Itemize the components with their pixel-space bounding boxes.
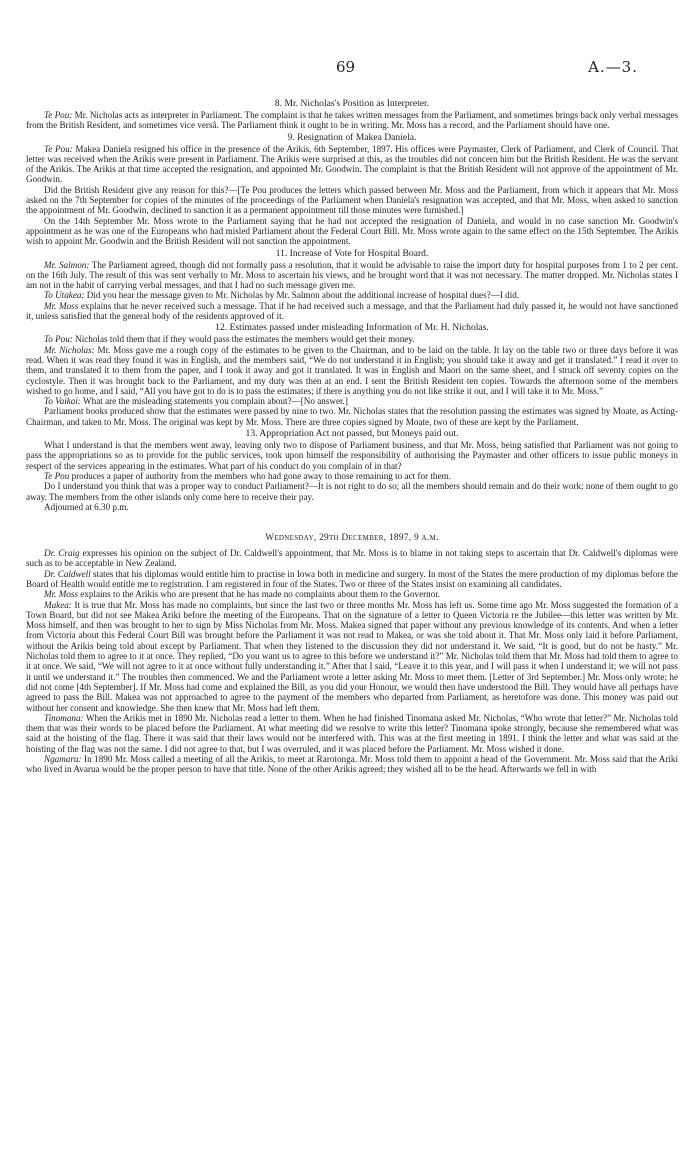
speaker-name: Te Pou: bbox=[44, 143, 73, 154]
paragraph bbox=[26, 406, 678, 427]
paragraph-text: In 1890 Mr. Moss called a meeting of all the Arikis, to meet at Rarotonga. Mr. Moss told them to appoint a head of the Government. Mr. Moss said that the Ariki who lived in Avarua would be the proper person to have that title. None of the other Arikis agreed; they wished all to be the head. Afterwards we fell in with bbox=[26, 754, 678, 775]
paragraph bbox=[26, 600, 678, 713]
paragraph-text: On the 14th September Mr. Moss wrote to the Parliament saying that he had not accepted the resignation of Daniela, and would in no case sanction Mr. Goodwin's appointment as he was one of the Europeans who had misled Parliament about the Federal Court Bill. Mr. Moss wrote again to the same effect on the 15th September. The Arikis wish to appoint Mr. Goodwin and the British Resident will not sanction the appointment. bbox=[26, 215, 678, 247]
paragraph-text: What I understand is that the members went away, leaving only two to dispose of Parliament business, and that Mr. Moss, being satisfied that Parliament was not going to pass the appropriations so as to provide for the public services, took upon himself the responsibility of authorising the Paymaster and other officers to issue public moneys in respect of the services appearing in the estimates. What part of his conduct do you complain of in that? bbox=[26, 440, 678, 471]
paragraph-text: Do I understand you think that was a proper way to conduct Parliament?—It is not right to do so; all the members should remain and do their work; none of them ought to go away. The members from the other islands only come here to receive their pay. bbox=[26, 481, 678, 502]
speaker-name: Mr. Moss bbox=[44, 300, 79, 311]
paragraph-text: Did you hear the message given to Mr. Nicholas by Mr. Salmon about the additional increase of hospital dues?—I did. bbox=[84, 290, 520, 301]
section-heading: 8. Mr. Nicholas's Position as Interpreter. bbox=[274, 98, 430, 109]
section-heading: 11. Increase of Vote for Hospital Board. bbox=[275, 247, 429, 259]
paragraph-text: What are the misleading statements you complain about?—[No answer.] bbox=[80, 396, 348, 407]
paragraph bbox=[26, 216, 678, 247]
paragraph bbox=[26, 754, 678, 775]
paragraph bbox=[26, 481, 678, 502]
paragraph bbox=[26, 334, 678, 344]
session-date-heading: Wednesday, 29th December, 1897, 9 a.m. bbox=[265, 533, 439, 544]
paragraph-text: expresses his opinion on the subject of Dr. Caldwell's appointment, that Mr. Moss is to blame in not taking steps to ascertain that Dr. Caldwell's diplomas were such as to be acceptable in New Zealand. bbox=[26, 548, 678, 569]
section-heading: 13. Appropriation Act not passed, but Moneys paid out. bbox=[245, 428, 459, 440]
paragraph bbox=[26, 589, 678, 599]
paragraph bbox=[26, 569, 678, 590]
document-body bbox=[26, 96, 678, 775]
paragraph-text: Makea Daniela resigned his office in the presence of the Arikis, 6th September, 1897. His offices were Paymaster, Clerk of Parliament, and Clerk of Council. That letter was received when the Arikis were present in Parliament. The Arikis were surprised at this, as the troubles did not concern him but the British Resident. He was the servant of the Arikis. The Arikis at that time accepted the resignation, and appointed Mr. Goodwin. The complaint is that the British Resident will not approve of the appointment of Mr. Goodwin. bbox=[26, 143, 678, 185]
speaker-name: Mr. Nicholas: bbox=[44, 344, 95, 355]
paragraph-text: Parliament books produced show that the estimates were passed by nine to two. Mr. Nicholas states that the resolution passing the estimates was signed by Moate, as Acting-Chairman, and taken to Mr. Moss. The original was kept by Mr. Moss. There are three copies signed by Moate, two of these are kept by the Parliament. bbox=[26, 406, 678, 427]
section-heading: 9. Resignation of Makea Daniela. bbox=[287, 131, 417, 143]
speaker-name: To Pou: bbox=[44, 334, 73, 345]
page-number: 69 bbox=[336, 58, 356, 76]
speaker-name: Te Pou bbox=[44, 470, 70, 481]
paragraph-text: explains that he never received such a message. That if he had received such a message, and that the Parliament had duly passed it, he would not have sanctioned it, unless satisfied that the general body of the residents approved of it. bbox=[26, 300, 678, 322]
paragraph-text: explains to the Arikis who are present that he has made no complaints about them to the Governor. bbox=[77, 589, 441, 600]
paragraph bbox=[26, 290, 678, 300]
page-header bbox=[0, 58, 700, 82]
paragraph-text: produces a paper of authority from the members who had gone away to those remaining to act for them. bbox=[69, 470, 451, 481]
paragraph-text: When the Arikis met in 1890 Mr. Nicholas read a letter to them. When he had finished Tinomana asked Mr. Nicholas, “Who wrote that letter?” Mr. Nicholas told them that was their words to be placed before the Parliament. At what meeting did we resolve to write this letter? Tinomana spoke strongly, because she remembered what was said at the hoisting of the flag. There it was said that their laws would not be interfered with. This was at the first meeting in 1891. I think the letter and what was said at the hoisting of the flag was not the same. I did not agree to that, but I was overruled, and it was placed before the Parliament. Mr. Moss wished it done. bbox=[26, 712, 678, 754]
speaker-name: Te Pou: bbox=[44, 110, 73, 120]
paragraph bbox=[26, 396, 678, 406]
paragraph-text: The Parliament agreed, though did not formally pass a resolution, that it would be advisable to raise the import duty for hospital purposes from 1 to 2 per cent. on the 16th July. The result of this was sent verbally to Mr. Moss to ascertain his views, and he brought word that it was not necessary. The matter dropped. Mr. Nicholas states I am not in the habit of carrying verbal messages, and that I had no such message given me. bbox=[26, 259, 678, 291]
paragraph-text: Mr. Moss gave me a rough copy of the estimates to be given to the Chairman, and to be laid on the table. It lay on the table two or three days before it was read. When it was read they found it was in English, and the members said, “We do not understand it in English; you should take it away and get it translated.” I read it over to them, and translated it to them from the paper, and I took it away and got it translated. It was in English and Maori on the same sheet, and I struck off seventy copies on the cyclostyle. Then it was brought back to the Parliament, and my duty was then at an end. I sent the British Resident ten copies. Towards the afternoon some of the members wished to go home, and I said, “All you have got to do is to pass the estimates; if there is anything you do not like strike it out, and I will take it to Mr. Moss.” bbox=[26, 344, 678, 396]
speaker-name: To Vaikai: bbox=[44, 396, 81, 407]
paragraph bbox=[26, 502, 678, 512]
paragraph bbox=[26, 440, 678, 471]
paragraph bbox=[26, 110, 678, 131]
paragraph bbox=[26, 713, 678, 754]
paragraph bbox=[26, 471, 678, 481]
paragraph bbox=[26, 185, 678, 216]
section-heading: 12. Estimates passed under misleading Information of Mr. H. Nicholas. bbox=[215, 322, 489, 334]
speaker-name: Tinomana: bbox=[44, 712, 84, 723]
paragraph-text: Adjourned at 6.30 p.m. bbox=[44, 501, 129, 512]
speaker-name: Mr. Salmon: bbox=[44, 259, 90, 270]
paragraph-text: Nicholas told them that if they would pass the estimates the members would get their money. bbox=[72, 334, 415, 345]
speaker-name: Makea: bbox=[44, 599, 72, 610]
speaker-name: Mr. Moss bbox=[44, 589, 78, 600]
paragraph bbox=[26, 345, 678, 396]
paragraph-text: states that his diplomas would entitle him to practise in Iowa both in medicine and surgery. In most of the States the mere production of my diplomas before the Board of Health would entitle me to registration. I am registered in four of the States. Two or three of the States insist on examining all candidates. bbox=[26, 568, 678, 589]
speaker-name: To Utakea: bbox=[44, 290, 85, 301]
paragraph bbox=[26, 144, 678, 185]
paragraph-text: Mr. Nicholas acts as interpreter in Parliament. The complaint is that he takes written messages from the Parliament, and sometimes brings back only verbal messages from the British Resident, and sometimes vice versâ. The Parliament think it ought to be in writing. Mr. Moss has a record, and the Parliament should have one. bbox=[26, 110, 678, 131]
speaker-name: Dr. Caldwell bbox=[44, 568, 91, 579]
document-reference: A.—3. bbox=[588, 58, 638, 76]
paragraph-text: Did the British Resident give any reason for this?—[Te Pou produces the letters which passed between Mr. Moss and the Parliament, from which it appears that Mr. Moss asked on the 7th September for copies of the minutes of the proceedings of the Parliament when Daniela's resignation was accepted, and that Mr. Moss, when asked to sanction the appointment of Mr. Goodwin, declined to sanction it as a permanent appointment till those minutes were furnished.] bbox=[26, 184, 678, 216]
paragraph-text: It is true that Mr. Moss has made no complaints, but since the last two or three months Mr. Moss has left us. Some time ago Mr. Moss suggested the formation of a Town Board, but did not see Makea Ariki before the meeting of the Europeans. That on the signature of a letter to Queen Victoria re the Jubilee—this letter was written by Mr. Moss himself, and then was brought to her to sign by Miss Nicholas from Mr. Moss. Makea signed that paper without any previous knowledge of its contents. And when a letter from Victoria about this Federal Court Bill was brought before the Parliament it was not read to Makea, or was she told about it. That Mr. Moss only laid it before Parliament, without the Arikis being told about except by Parliament. That when they listened to the discussion they did not understand it. We said, “It is good, but do not be hasty.” Mr. Nicholas told them to agree to it at once. They replied, “Do you want us to agree to this before we understand it?” Mr. Nicholas told them that Mr. Moss had told them to agree to it at once. We said, “We will not agree to it at once without fully understanding it.” After that I said, “Leave it to this year, and I will pass it when I understand it; we will not pass it until we understand it.” The troubles then commenced. We and the Parliament wrote a letter asking Mr. Moss to meet them. [Letter of 3rd September.] Mr. Moss only wrote; he did not come [4th September]. If Mr. Moss had come and explained the Bill, as you did your Honour, we would then have understood the Bill. They would have all perhaps have agreed to pass the Bill. Makea was not approached to agree to the payment of the members who departed from Parliament, as heretofore was done. This money was paid out without her consent and knowledge. She then knew that Mr. Moss had left them. bbox=[26, 599, 678, 713]
speaker-name: Ngamaru: bbox=[44, 754, 82, 765]
paragraph bbox=[26, 301, 678, 322]
paragraph bbox=[26, 548, 678, 569]
paragraph bbox=[26, 260, 678, 291]
speaker-name: Dr. Craig bbox=[44, 548, 80, 559]
